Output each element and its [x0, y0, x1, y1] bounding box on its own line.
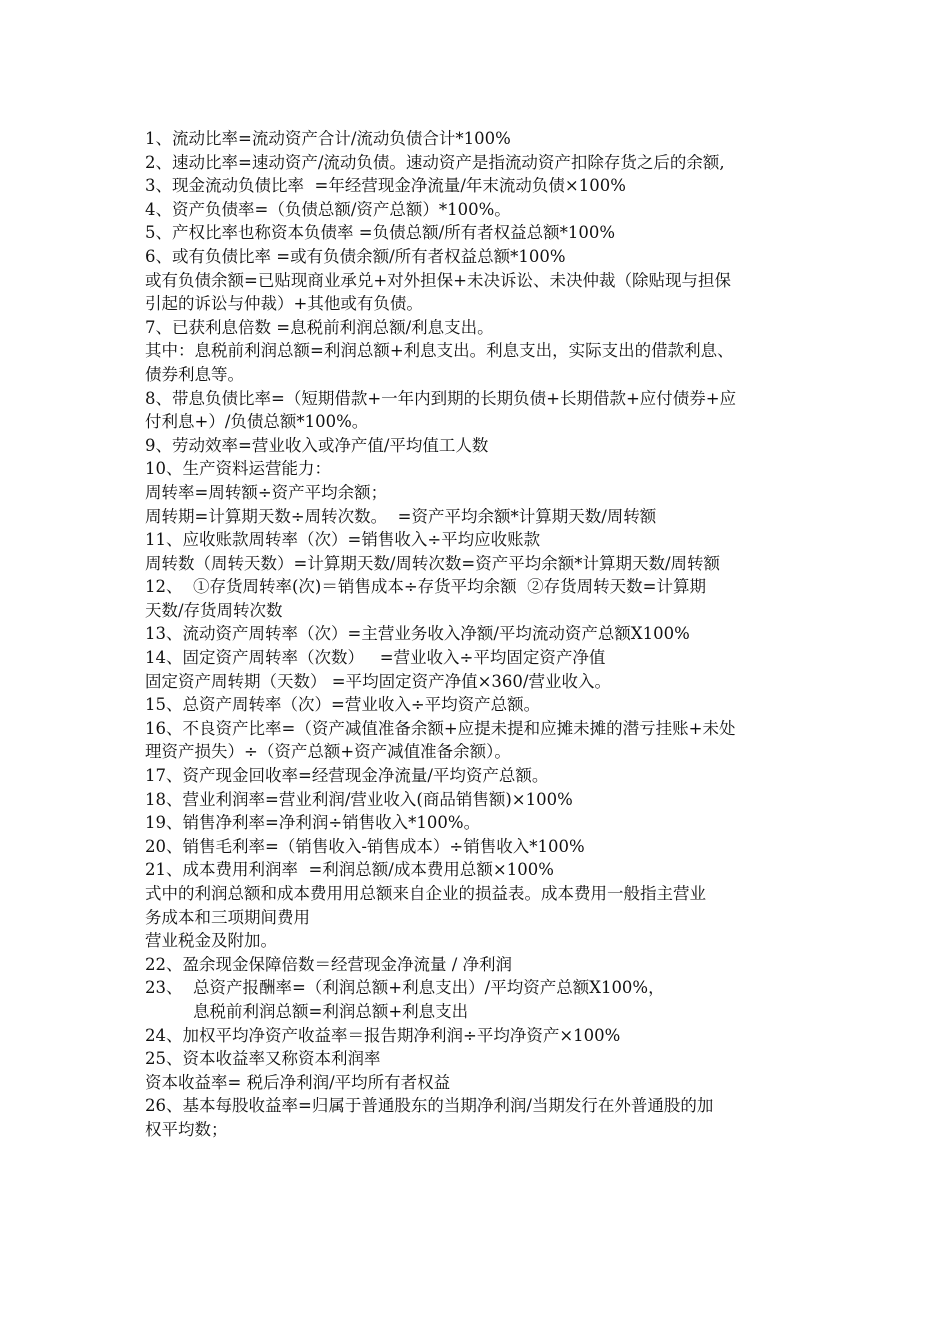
text-line: 10、生产资料运营能力：	[145, 459, 331, 479]
text-line: 息税前利润总额=利润总额+利息支出	[193, 1001, 469, 1021]
text-line: 天数/存货周转次数	[145, 600, 283, 620]
text-line: 2、速动比率=速动资产/流动负债。速动资产是指流动资产扣除存货之后的余额,	[145, 152, 725, 172]
text-line: 12、 ①存货周转率(次)＝销售成本÷存货平均余额 ②存货周转天数=计算期	[145, 577, 706, 597]
text-line: 付利息+）/负债总额*100%。	[145, 412, 369, 432]
text-line: 9、劳动效率=营业收入或净产值/平均值工人数	[145, 435, 489, 455]
text-line: 15、总资产周转率（次）=营业收入÷平均资产总额。	[145, 695, 541, 715]
text-line: 26、基本每股收益率=归属于普通股东的当期净利润/当期发行在外普通股的加	[145, 1096, 714, 1116]
text-line: 引起的诉讼与仲裁）+其他或有负债。	[145, 294, 423, 314]
text-line: 21、成本费用利润率 =利润总额/成本费用总额×100%	[145, 860, 554, 880]
text-line: 7、已获利息倍数 =息税前利润总额/利息支出。	[145, 317, 494, 337]
text-line: 18、营业利润率=营业利润/营业收入(商品销售额)×100%	[145, 789, 573, 809]
text-line: 权平均数；	[145, 1119, 228, 1139]
text-line: 周转率=周转额÷资产平均余额；	[145, 482, 388, 502]
text-line: 14、固定资产周转率（次数） =营业收入÷平均固定资产净值	[145, 648, 606, 668]
text-line: 16、不良资产比率=（资产减值准备余额+应提未提和应摊未摊的潜亏挂账+未处	[145, 718, 736, 738]
text-line: 固定资产周转期（天数） =平均固定资产净值×360/营业收入。	[145, 671, 611, 691]
text-line: 8、带息负债比率=（短期借款+一年内到期的长期负债+长期借款+应付债券+应	[145, 388, 737, 408]
text-line: 或有负债余额=已贴现商业承兑+对外担保+未决诉讼、未决仲裁（除贴现与担保	[145, 270, 731, 290]
text-line: 理资产损失）÷（资产总额+资产减值准备余额）。	[145, 742, 511, 762]
text-line: 11、应收账款周转率（次）=销售收入÷平均应收账款	[145, 530, 541, 550]
text-line: 债券利息等。	[145, 364, 244, 384]
text-line: 25、资本收益率又称资本利润率	[145, 1049, 381, 1069]
text-line: 19、销售净利率=净利润÷销售收入*100%。	[145, 813, 481, 833]
text-line: 1、流动比率=流动资产合计/流动负债合计*100%	[145, 129, 511, 148]
text-line: 13、流动资产周转率（次）=主营业务收入净额/平均流动资产总额X100%	[145, 624, 690, 644]
text-line: 4、资产负债率=（负债总额/资产总额）*100%。	[145, 199, 511, 219]
text-line: 23、 总资产报酬率=（利润总额+利息支出）/平均资产总额X100%，	[145, 978, 665, 998]
text-line: 其中：息税前利润总额=利润总额+利息支出。利息支出，实际支出的借款利息、	[145, 341, 734, 361]
text-line: 24、加权平均净资产收益率＝报告期净利润÷平均净资产×100%	[145, 1025, 621, 1045]
text-line: 3、现金流动负债比率 =年经营现金净流量/年末流动负债×100%	[145, 176, 626, 196]
text-line: 营业税金及附加。	[145, 931, 277, 951]
text-line: 务成本和三项期间费用	[145, 907, 310, 927]
text-line: 22、盈余现金保障倍数＝经营现金净流量 / 净利润	[145, 954, 513, 974]
text-line: 式中的利润总额和成本费用用总额来自企业的损益表。成本费用一般指主营业	[145, 884, 706, 903]
text-line: 6、或有负债比率 =或有负债余额/所有者权益总额*100%	[145, 246, 566, 266]
text-line: 周转期=计算期天数÷周转次数。 =资产平均余额*计算期天数/周转额	[145, 506, 657, 526]
text-line: 5、产权比率也称资本负债率 =负债总额/所有者权益总额*100%	[145, 223, 616, 243]
text-line: 17、资产现金回收率=经营现金净流量/平均资产总额。	[145, 766, 549, 786]
formula-text-body	[145, 127, 815, 1142]
text-line: 周转数（周转天数）=计算期天数/周转次数=资产平均余额*计算期天数/周转额	[145, 553, 721, 573]
text-line: 20、销售毛利率=（销售收入-销售成本）÷销售收入*100%	[145, 836, 585, 856]
text-line: 资本收益率= 税后净利润/平均所有者权益	[145, 1072, 451, 1092]
